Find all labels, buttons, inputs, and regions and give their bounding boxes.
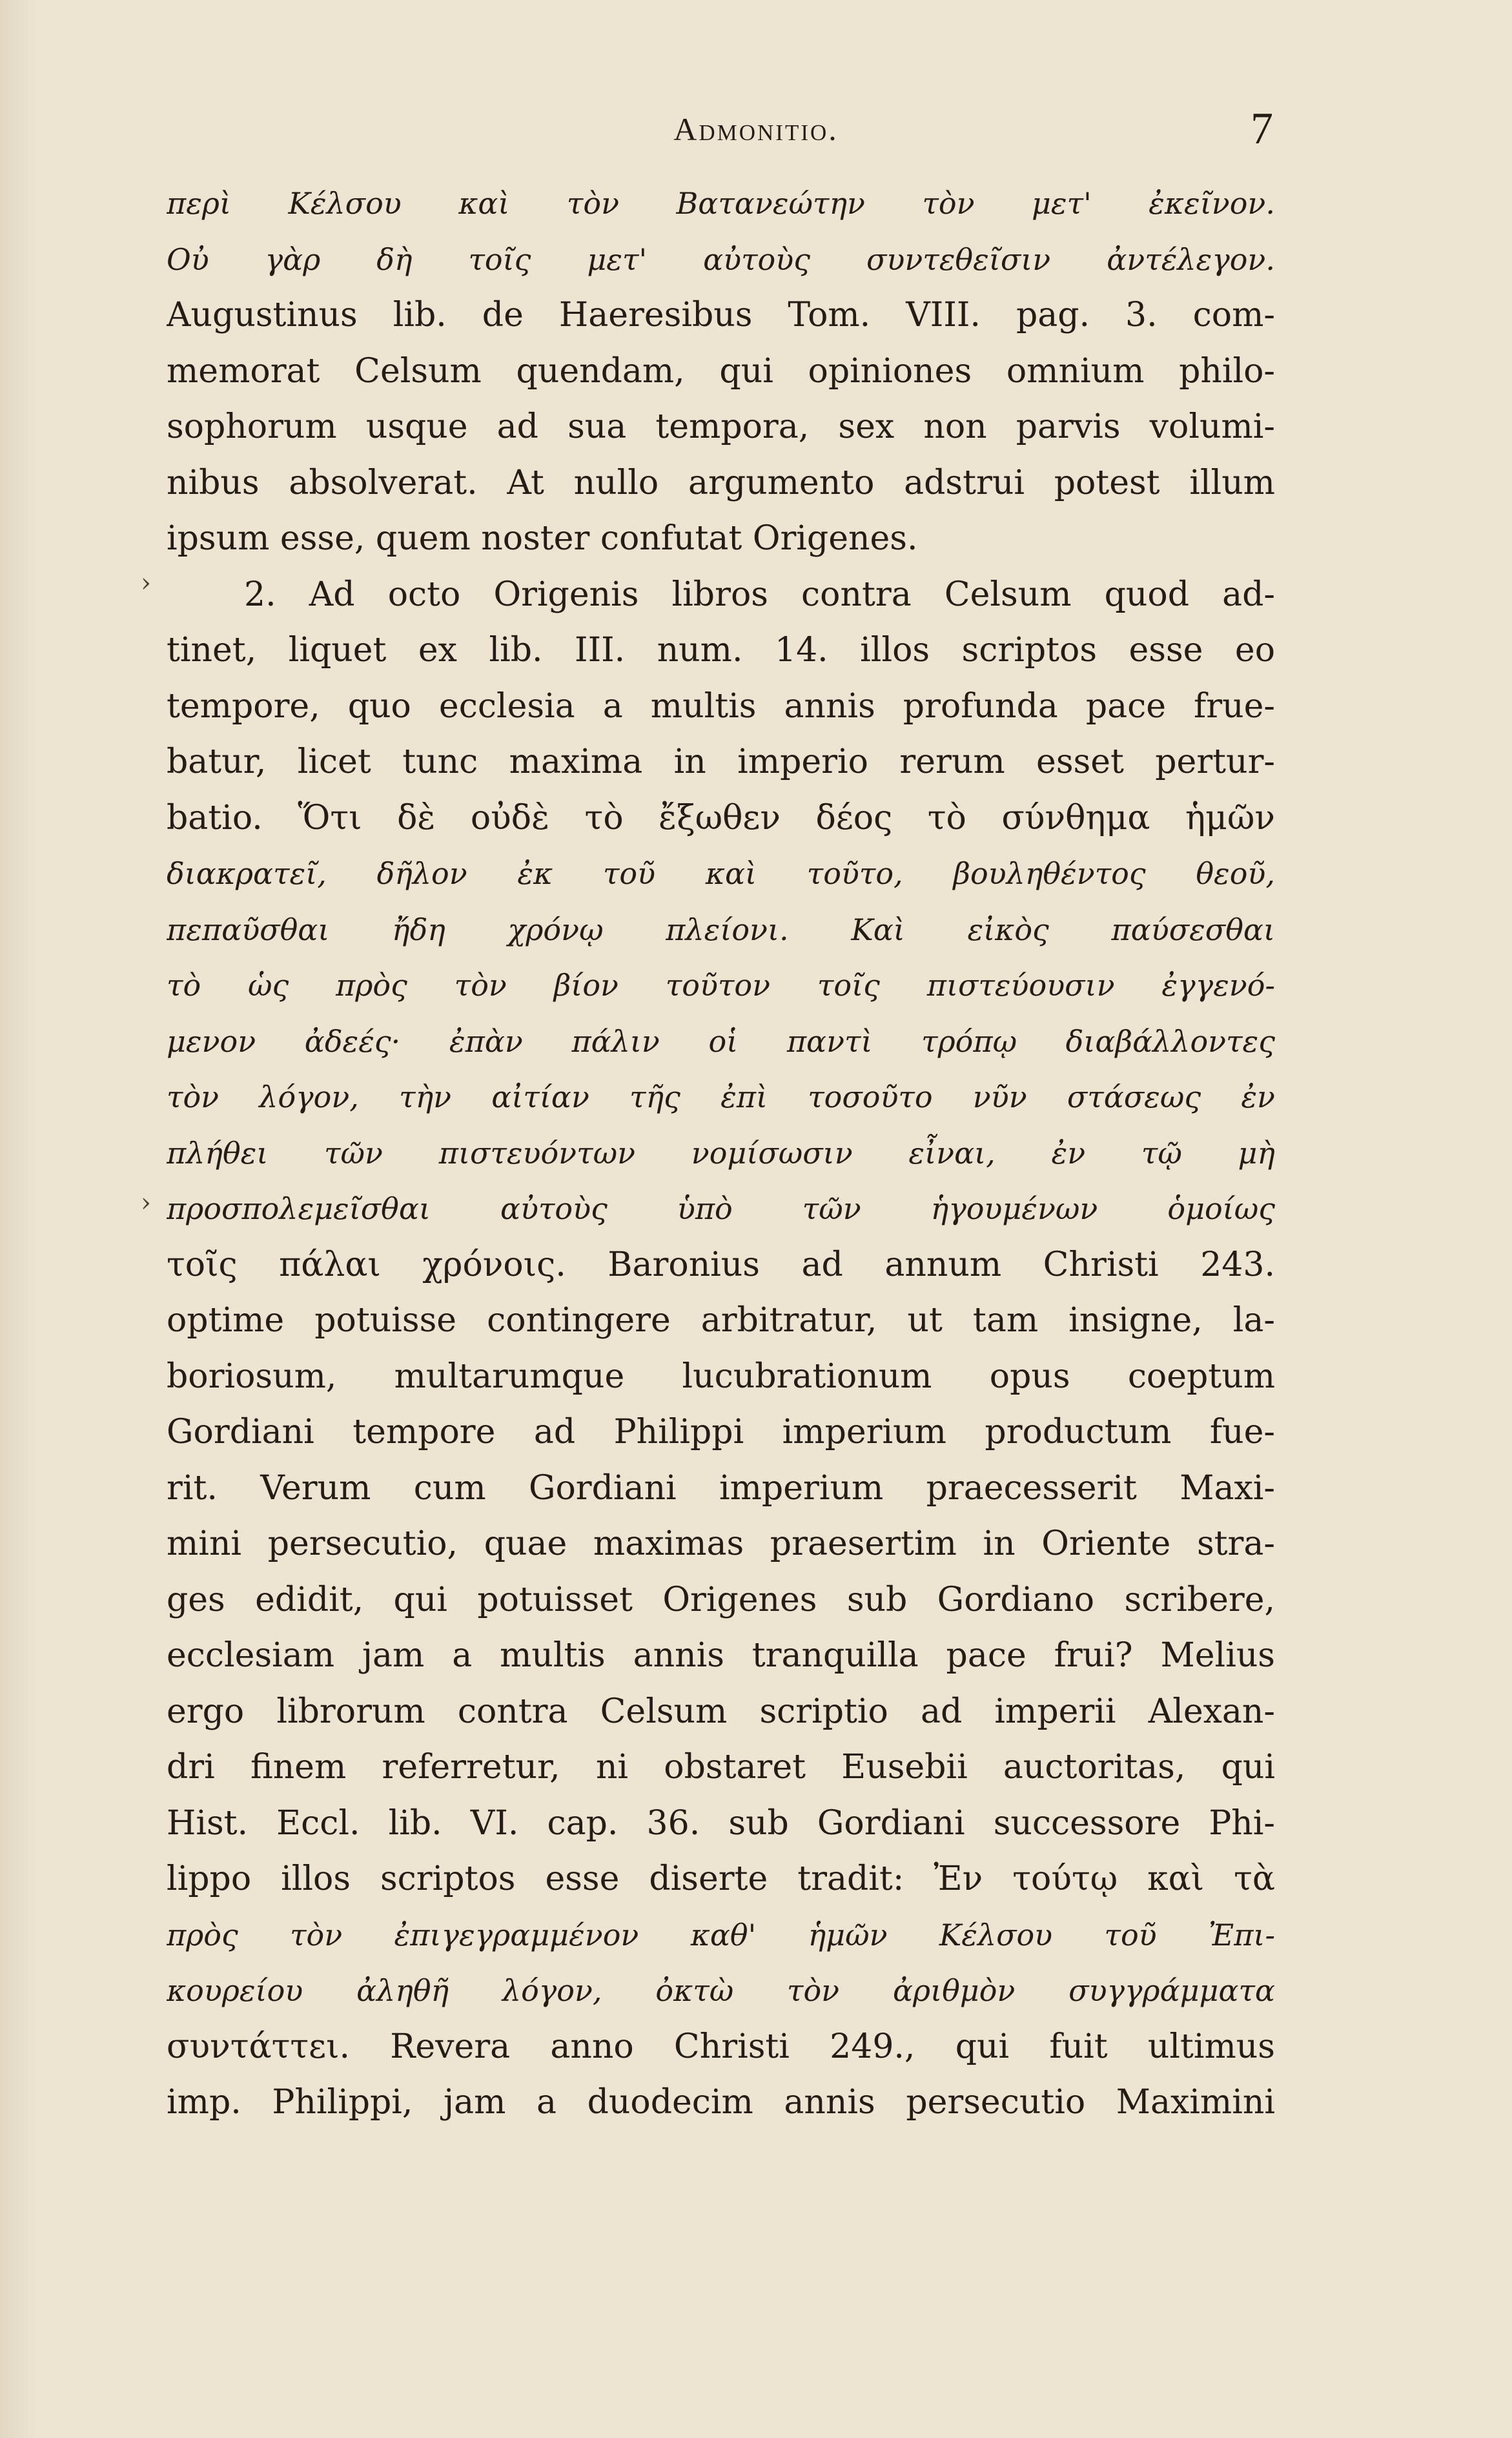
- text-line: ipsum esse, quem noster confutat Origenes.: [167, 519, 918, 558]
- text-line: τὸ ὡς πρὸς τὸν βίον τοῦτον τοῖς πιστεύουσιν ἐγγενό-: [167, 968, 1275, 1003]
- text-line: sophorum usque ad sua tempora, sex non parvis volumi-: [167, 407, 1275, 446]
- text-line: Hist. Eccl. lib. VI. cap. 36. sub Gordiani successore Phi-: [167, 1803, 1275, 1843]
- text-line: πρὸς τὸν ἐπιγεγραμμένον καθ' ἡμῶν Κέλσου τοῦ Ἐπι-: [167, 1917, 1275, 1952]
- text-line: μενον ἀδεές· ἐπὰν πάλιν οἱ παντὶ τρόπῳ διαβάλλοντες: [167, 1023, 1275, 1059]
- text-line: rit. Verum cum Gordiani imperium praecesserit Maxi-: [167, 1468, 1275, 1508]
- text-line: πλήθει τῶν πιστευόντων νομίσωσιν εἶναι, ἐν τῷ μὴ: [167, 1135, 1275, 1171]
- text-line: batur, licet tunc maxima in imperio rerum esset pertur-: [167, 743, 1275, 781]
- text-line: συντάττει. Revera anno Christi 249., qui fuit ultimus: [167, 2027, 1275, 2066]
- text-line: Οὐ γὰρ δὴ τοῖς μετ' αὐτοὺς συντεθεῖσιν ἀντέλεγον.: [167, 241, 1275, 277]
- text-line: ergo librorum contra Celsum scriptio ad imperii Alexan-: [167, 1692, 1275, 1731]
- text-line: προσπολεμεῖσθαι αὐτοὺς ὑπὸ τῶν ἡγουμένων ὁμοίως: [167, 1191, 1275, 1226]
- text-line: περὶ Κέλσου καὶ τὸν Βατανεώτην τὸν μετ' ἐκεῖνον.: [167, 186, 1275, 221]
- text-line: τοῖς πάλαι χρόνοις. Baronius ad annum Christi 243.: [167, 1245, 1275, 1284]
- text-line: imp. Philippi, jam a duodecim annis persecutio Maximini: [167, 2083, 1275, 2122]
- running-title: Admonitio.: [673, 111, 839, 147]
- text-line: tinet, liquet ex lib. III. num. 14. illos scriptos esse eo: [167, 631, 1275, 670]
- running-head: [0, 103, 1512, 155]
- text-line: optime potuisse contingere arbitratur, ut tam insigne, la-: [167, 1301, 1275, 1340]
- margin-mark: ›: [141, 568, 151, 598]
- text-line: batio. Ὅτι δὲ οὐδὲ τὸ ἔξωθεν δέος τὸ σύνθημα ἡμῶν: [167, 798, 1275, 837]
- text-line: ecclesiam jam a multis annis tranquilla pace frui? Melius: [167, 1636, 1275, 1675]
- text-line: dri finem referretur, ni obstaret Eusebii auctoritas, qui: [167, 1748, 1275, 1787]
- text-line: tempore, quo ecclesia a multis annis profunda pace frue-: [167, 686, 1275, 726]
- text-line: ges edidit, qui potuisset Origenes sub Gordiano scribere,: [167, 1580, 1275, 1619]
- body-text: [167, 176, 1275, 2131]
- text-line: memorat Celsum quendam, qui opiniones omnium philo-: [167, 351, 1275, 391]
- paragraph-start-line: 2. Ad octo Origenis libros contra Celsum quod ad-: [244, 575, 1275, 614]
- text-line: nibus absolverat. At nullo argumento adstrui potest illum: [167, 463, 1275, 502]
- text-line: πεπαῦσθαι ἤδη χρόνῳ πλείονι. Καὶ εἰκὸς παύσεσθαι: [167, 912, 1275, 947]
- text-line: Augustinus lib. de Haeresibus Tom. VIII. pag. 3. com-: [167, 296, 1275, 334]
- text-line: διακρατεῖ, δῆλον ἐκ τοῦ καὶ τοῦτο, βουληθέντος θεοῦ,: [167, 856, 1275, 891]
- text-line: lippo illos scriptos esse diserte tradit: Ἐν τούτῳ καὶ τὰ: [167, 1859, 1275, 1898]
- page-number: 7: [1251, 104, 1273, 154]
- page-gutter-shadow: [0, 0, 39, 2438]
- text-line: Gordiani tempore ad Philippi imperium productum fue-: [167, 1413, 1275, 1451]
- text-line: boriosum, multarumque lucubrationum opus coeptum: [167, 1357, 1275, 1396]
- margin-mark: ›: [141, 1188, 151, 1218]
- text-line: κουρείου ἀληθῆ λόγον, ὀκτὼ τὸν ἀριθμὸν συγγράμματα: [167, 1973, 1275, 2008]
- text-line: mini persecutio, quae maximas praesertim in Oriente stra-: [167, 1524, 1275, 1563]
- text-line: τὸν λόγον, τὴν αἰτίαν τῆς ἐπὶ τοσοῦτο νῦν στάσεως ἐν: [167, 1080, 1275, 1114]
